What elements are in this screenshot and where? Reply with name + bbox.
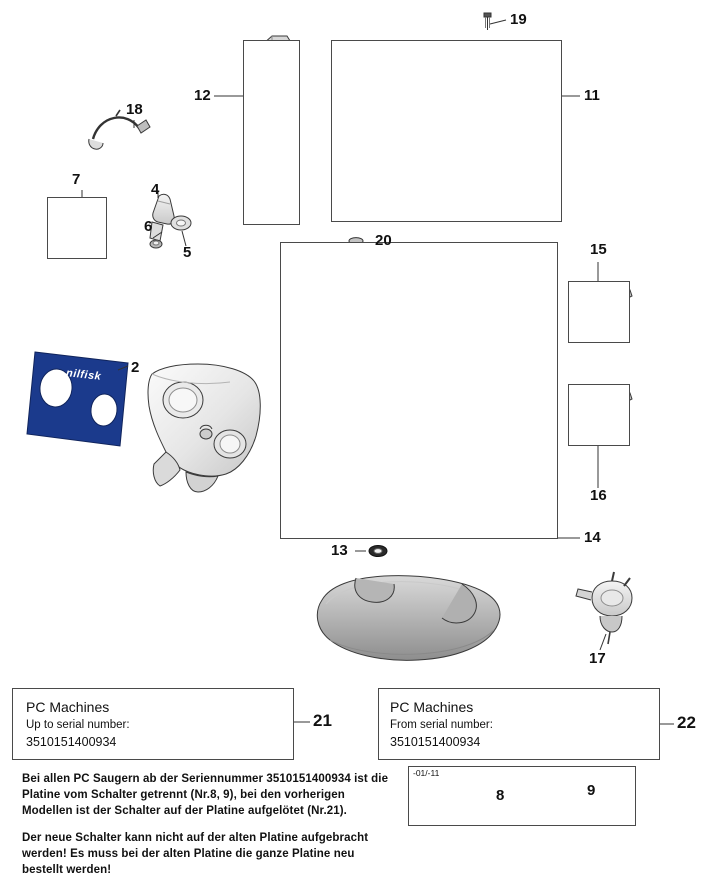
callout-6: 6 bbox=[144, 218, 153, 235]
callout-8: 8 bbox=[496, 787, 505, 804]
pc-old-serial: 3510151400934 bbox=[26, 734, 117, 749]
callout-17: 17 bbox=[589, 650, 606, 667]
brand-plate-text: nilfisk bbox=[65, 367, 102, 383]
callout-15: 15 bbox=[590, 241, 607, 258]
callout-4: 4 bbox=[151, 181, 160, 198]
box-connector-15 bbox=[568, 281, 630, 343]
pc-machines-new-label bbox=[390, 698, 493, 750]
callout-21: 21 bbox=[313, 711, 332, 730]
part-2-front-plate bbox=[27, 352, 128, 446]
pc-old-title: PC Machines bbox=[26, 699, 110, 715]
box-main-body bbox=[280, 242, 558, 539]
part-13-seal bbox=[369, 546, 387, 557]
box-handle-assembly bbox=[331, 40, 562, 222]
callout-9: 9 bbox=[587, 782, 596, 799]
part-17-plug bbox=[576, 572, 632, 644]
callout-18: 18 bbox=[126, 101, 143, 118]
pc-new-serial: 3510151400934 bbox=[390, 734, 481, 749]
box-switch-parts bbox=[408, 766, 636, 826]
callout-20: 20 bbox=[375, 232, 392, 249]
callout-12: 12 bbox=[194, 87, 211, 104]
callout-13: 13 bbox=[331, 542, 348, 559]
pc-machines-old-label bbox=[26, 698, 130, 750]
part-bottom-lid bbox=[317, 576, 500, 661]
pc-new-subtitle: From serial number: bbox=[390, 719, 493, 732]
callout-11: 11 bbox=[584, 87, 600, 104]
part-19-screw bbox=[484, 13, 491, 30]
callout-5: 5 bbox=[183, 244, 192, 261]
note-paragraph-1: Bei allen PC Saugern ab der Seriennummer 3510151400934 ist die Platine vom Schalter getrennt (Nr.8, 9), bei den vorherigen Modellen ist der Schalter auf der Platine aufgelötet (Nr.21). bbox=[22, 773, 389, 817]
callout-2: 2 bbox=[131, 359, 140, 376]
box-connector-16 bbox=[568, 384, 630, 446]
box-tube bbox=[243, 40, 300, 225]
box-switch-7 bbox=[47, 197, 107, 259]
pc-old-subtitle: Up to serial number: bbox=[26, 719, 130, 732]
callout-22: 22 bbox=[677, 713, 696, 732]
callout-14: 14 bbox=[584, 529, 601, 546]
variant-code-label: -01/-11 bbox=[413, 768, 440, 778]
note-paragraph-2: Der neue Schalter kann nicht auf der alten Platine aufgebracht werden! Es muss bei der alten Platine die ganze Platine neu bestellt werden! bbox=[22, 832, 369, 876]
pc-new-title: PC Machines bbox=[390, 699, 474, 715]
part-2-console bbox=[148, 364, 260, 492]
callout-19: 19 bbox=[510, 11, 527, 28]
callout-7: 7 bbox=[72, 171, 81, 188]
callout-16: 16 bbox=[590, 487, 607, 504]
